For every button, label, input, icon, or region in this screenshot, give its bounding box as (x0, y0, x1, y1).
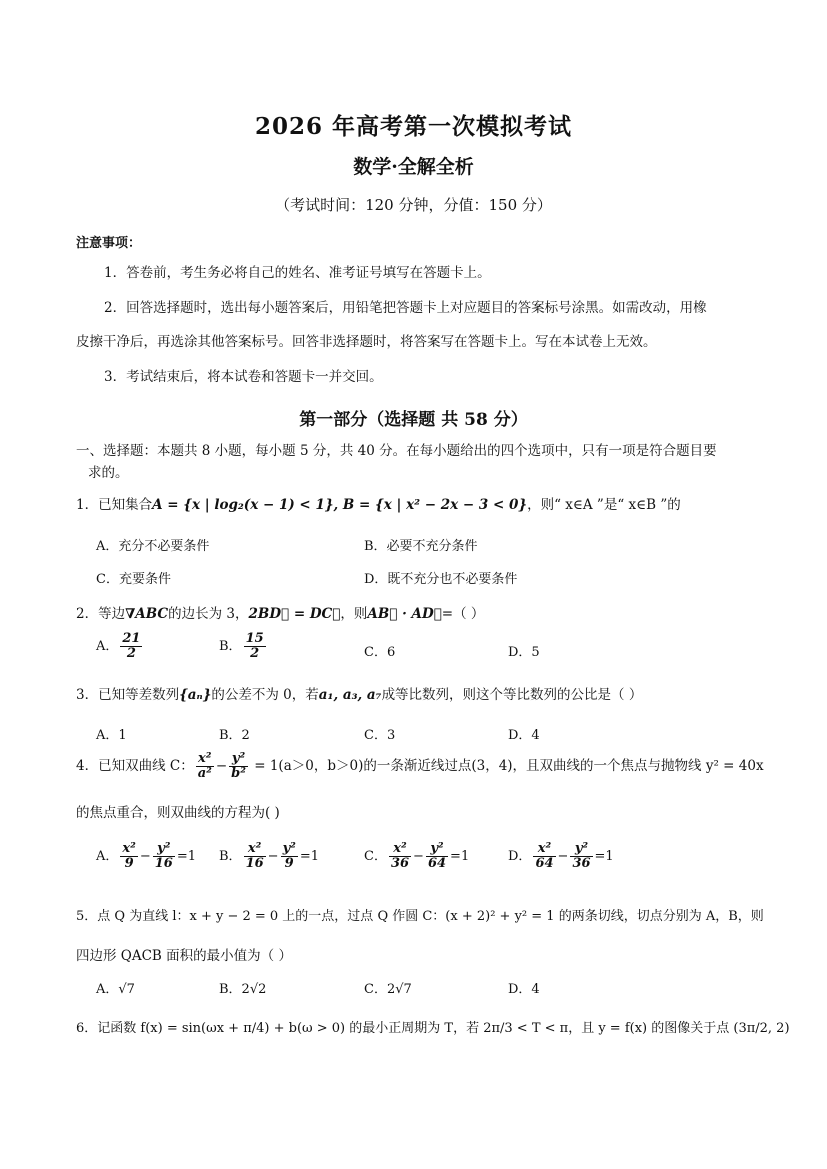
frac-den: 2 (126, 646, 136, 661)
frac-num: y² (229, 752, 248, 767)
q1-set-a: A = {x | log₂(x − 1) < 1}, (152, 497, 343, 513)
frac-den: a² (197, 766, 212, 781)
frac-num: y² (282, 841, 296, 856)
notice-item-2: 2．回答选择题时，选出每小题答案后，用铅笔把答题卡上对应题目的答案标号涂黑。如需改动，用橡 (104, 300, 707, 316)
frac (389, 842, 411, 871)
q1-set-b: B = {x | x² − 2x − 3 < 0} (342, 497, 528, 513)
frac (533, 842, 555, 871)
frac-num: x² (196, 752, 214, 767)
q2-option-a-label: A． (96, 639, 119, 654)
q1-suffix: ，则“ x∈A ”是“ x∈B ”的 (527, 497, 681, 513)
q2-option-a-fraction (120, 632, 142, 661)
frac-num: x² (533, 842, 555, 857)
q3-prefix: 3．已知等差数列 (76, 687, 180, 703)
q2-prefix: 2．等边 (76, 606, 126, 622)
q2-suffix: =（ ） (441, 606, 485, 622)
q4-option-d-label: D． (508, 849, 532, 864)
question-6: 6．记函数 f(x) = sin(ωx + π/4) + b(ω > 0) 的最小正周期为 T，若 2π/3 < T < π，且 y = f(x) 的图像关于点 (3π/2, 2) (76, 1021, 790, 1036)
notice-heading: 注意事项： (76, 236, 142, 251)
notice-item-2-cont: 皮擦干净后，再选涂其他答案标号。回答非选择题时，将答案写在答题卡上。写在本试卷上无效。 (76, 334, 657, 350)
q1-option-b: B．必要不充分条件 (364, 539, 478, 554)
q2-option-b-label: B． (219, 639, 242, 654)
frac-den: 9 (284, 856, 294, 871)
q2-option-b-fraction (244, 632, 266, 661)
frac-num: y² (570, 842, 592, 857)
q2-option-a (96, 632, 144, 661)
q1-option-c: C．充要条件 (96, 572, 171, 587)
frac-num: y² (153, 842, 175, 857)
q4-frac-y (229, 752, 248, 781)
frac-den: 16 (245, 856, 264, 871)
q3-option-b: B．2 (219, 728, 250, 743)
frac (570, 842, 592, 871)
question-5: 5．点 Q 为直线 l：x + y − 2 = 0 上的一点，过点 Q 作圆 C：(x + 2)² + y² = 1 的两条切线，切点分别为 A，B，则 (76, 909, 764, 924)
frac (426, 842, 448, 871)
q3-mid: 的公差不为 0，若 (211, 687, 319, 703)
question-3 (76, 683, 642, 703)
q4-option-d: D． $\frac{\text{x²}}{64}$ − $\frac{\text{y²}}{36}$ =1 (508, 841, 614, 871)
q1-option-d: D．既不充分也不必要条件 (364, 572, 518, 587)
frac-num: x² (122, 841, 136, 856)
question-1 (76, 493, 681, 513)
q4-option-c-label: C． (364, 849, 387, 864)
frac-den: 36 (390, 856, 410, 871)
q4-option-a: A． $\frac{\text{x²}}{9}$ − $\frac{\text{y²}}{16}$ =1 (96, 841, 197, 871)
q2-vector-relation: 2BD⃗ = DC⃗ (248, 606, 341, 622)
frac-den: b² (231, 766, 246, 781)
q3-option-d: D．4 (508, 728, 540, 743)
exam-title: 2026 年高考第一次模拟考试 (254, 113, 573, 140)
section-intro-cont: 求的。 (88, 465, 129, 481)
notice-item-3: 3．考试结束后，将本试卷和答题卡一并交回。 (104, 369, 383, 385)
exam-subtitle: 数学·全解全析 (353, 156, 474, 178)
exam-info: （考试时间：120 分钟，分值：150 分） (275, 196, 552, 214)
q3-sequence: {aₙ} (179, 687, 212, 703)
q4-prefix: 4．已知双曲线 C： (76, 758, 194, 774)
q3-terms: a₁, a₃, a₇ (318, 687, 382, 703)
q3-option-c: C．3 (364, 728, 396, 743)
frac (120, 842, 137, 871)
frac (244, 842, 266, 871)
q2-option-c: C．6 (364, 645, 396, 660)
q2-mid2: ，则 (340, 606, 368, 622)
frac-den: 64 (535, 856, 554, 871)
q5-option-b: B．2√2 (219, 982, 267, 997)
notice-item-1: 1．答卷前，考生务必将自己的姓名、准考证号填写在答题卡上。 (104, 265, 491, 281)
frac-den: 9 (124, 856, 134, 871)
q1-prefix: 1．已知集合 (76, 497, 153, 513)
q4-mid: = 1(a＞0，b＞0)的一条渐近线过点(3，4)，且双曲线的一个焦点与抛物线 y² = 40x (249, 758, 764, 774)
q4-frac-x (196, 752, 214, 781)
q3-suffix: 成等比数列，则这个等比数列的公比是（ ） (381, 687, 643, 703)
q2-option-b (219, 632, 268, 661)
section-intro: 一、选择题：本题共 8 小题，每小题 5 分，共 40 分。在每小题给出的四个选项中，只有一项是符合题目要 (76, 443, 717, 459)
q3-option-a: A．1 (96, 728, 127, 743)
question-2 (76, 602, 484, 622)
frac (153, 842, 175, 871)
frac-num: x² (389, 842, 411, 857)
q4-option-b: B． $\frac{\text{x²}}{16}$ − $\frac{\text{y²}}{9}$ =1 (219, 841, 319, 871)
frac-num: y² (426, 842, 448, 857)
q4-option-c: C． $\frac{\text{x²}}{36}$ − $\frac{\text{y²}}{64}$ =1 (364, 841, 470, 871)
frac-num: 21 (122, 631, 141, 646)
frac-den: 64 (427, 856, 447, 871)
q1-option-a: A．充分不必要条件 (96, 539, 210, 554)
q4-option-b-label: B． (219, 849, 242, 864)
q2-dot-product: AB⃗ · AD⃗ (367, 606, 442, 622)
q4-option-a-label: A． (96, 849, 119, 864)
q2-option-d: D．5 (508, 645, 540, 660)
question-4: 4．已知双曲线 C： $\frac{\text{x²}}{\text{a²}}$ − $\frac{\text{y²}}{\text{b²}}$ = 1(a＞0，b＞0)的一条渐近线过点(3，4)，且双曲线的一个焦点与抛物线 y² = 40x (76, 751, 764, 781)
q4-line-2: 的焦点重合，则双曲线的方程为( ) (76, 805, 280, 821)
frac-den: 2 (250, 646, 260, 661)
q2-mid: 的边长为 3， (168, 606, 249, 622)
frac-num: x² (244, 842, 266, 857)
frac-den: 16 (154, 856, 173, 871)
q2-triangle: ∇ABC (125, 606, 169, 622)
q5-option-c: C．2√7 (364, 982, 412, 997)
q5-option-d: D．4 (508, 982, 540, 997)
section-title: 第一部分（选择题 共 58 分） (299, 410, 528, 430)
q5-option-a: A．√7 (96, 982, 135, 997)
frac-num: 15 (245, 631, 264, 646)
frac (281, 842, 298, 871)
q5-line-2: 四边形 QACB 面积的最小值为（ ） (76, 948, 292, 964)
frac-den: 36 (572, 856, 591, 871)
